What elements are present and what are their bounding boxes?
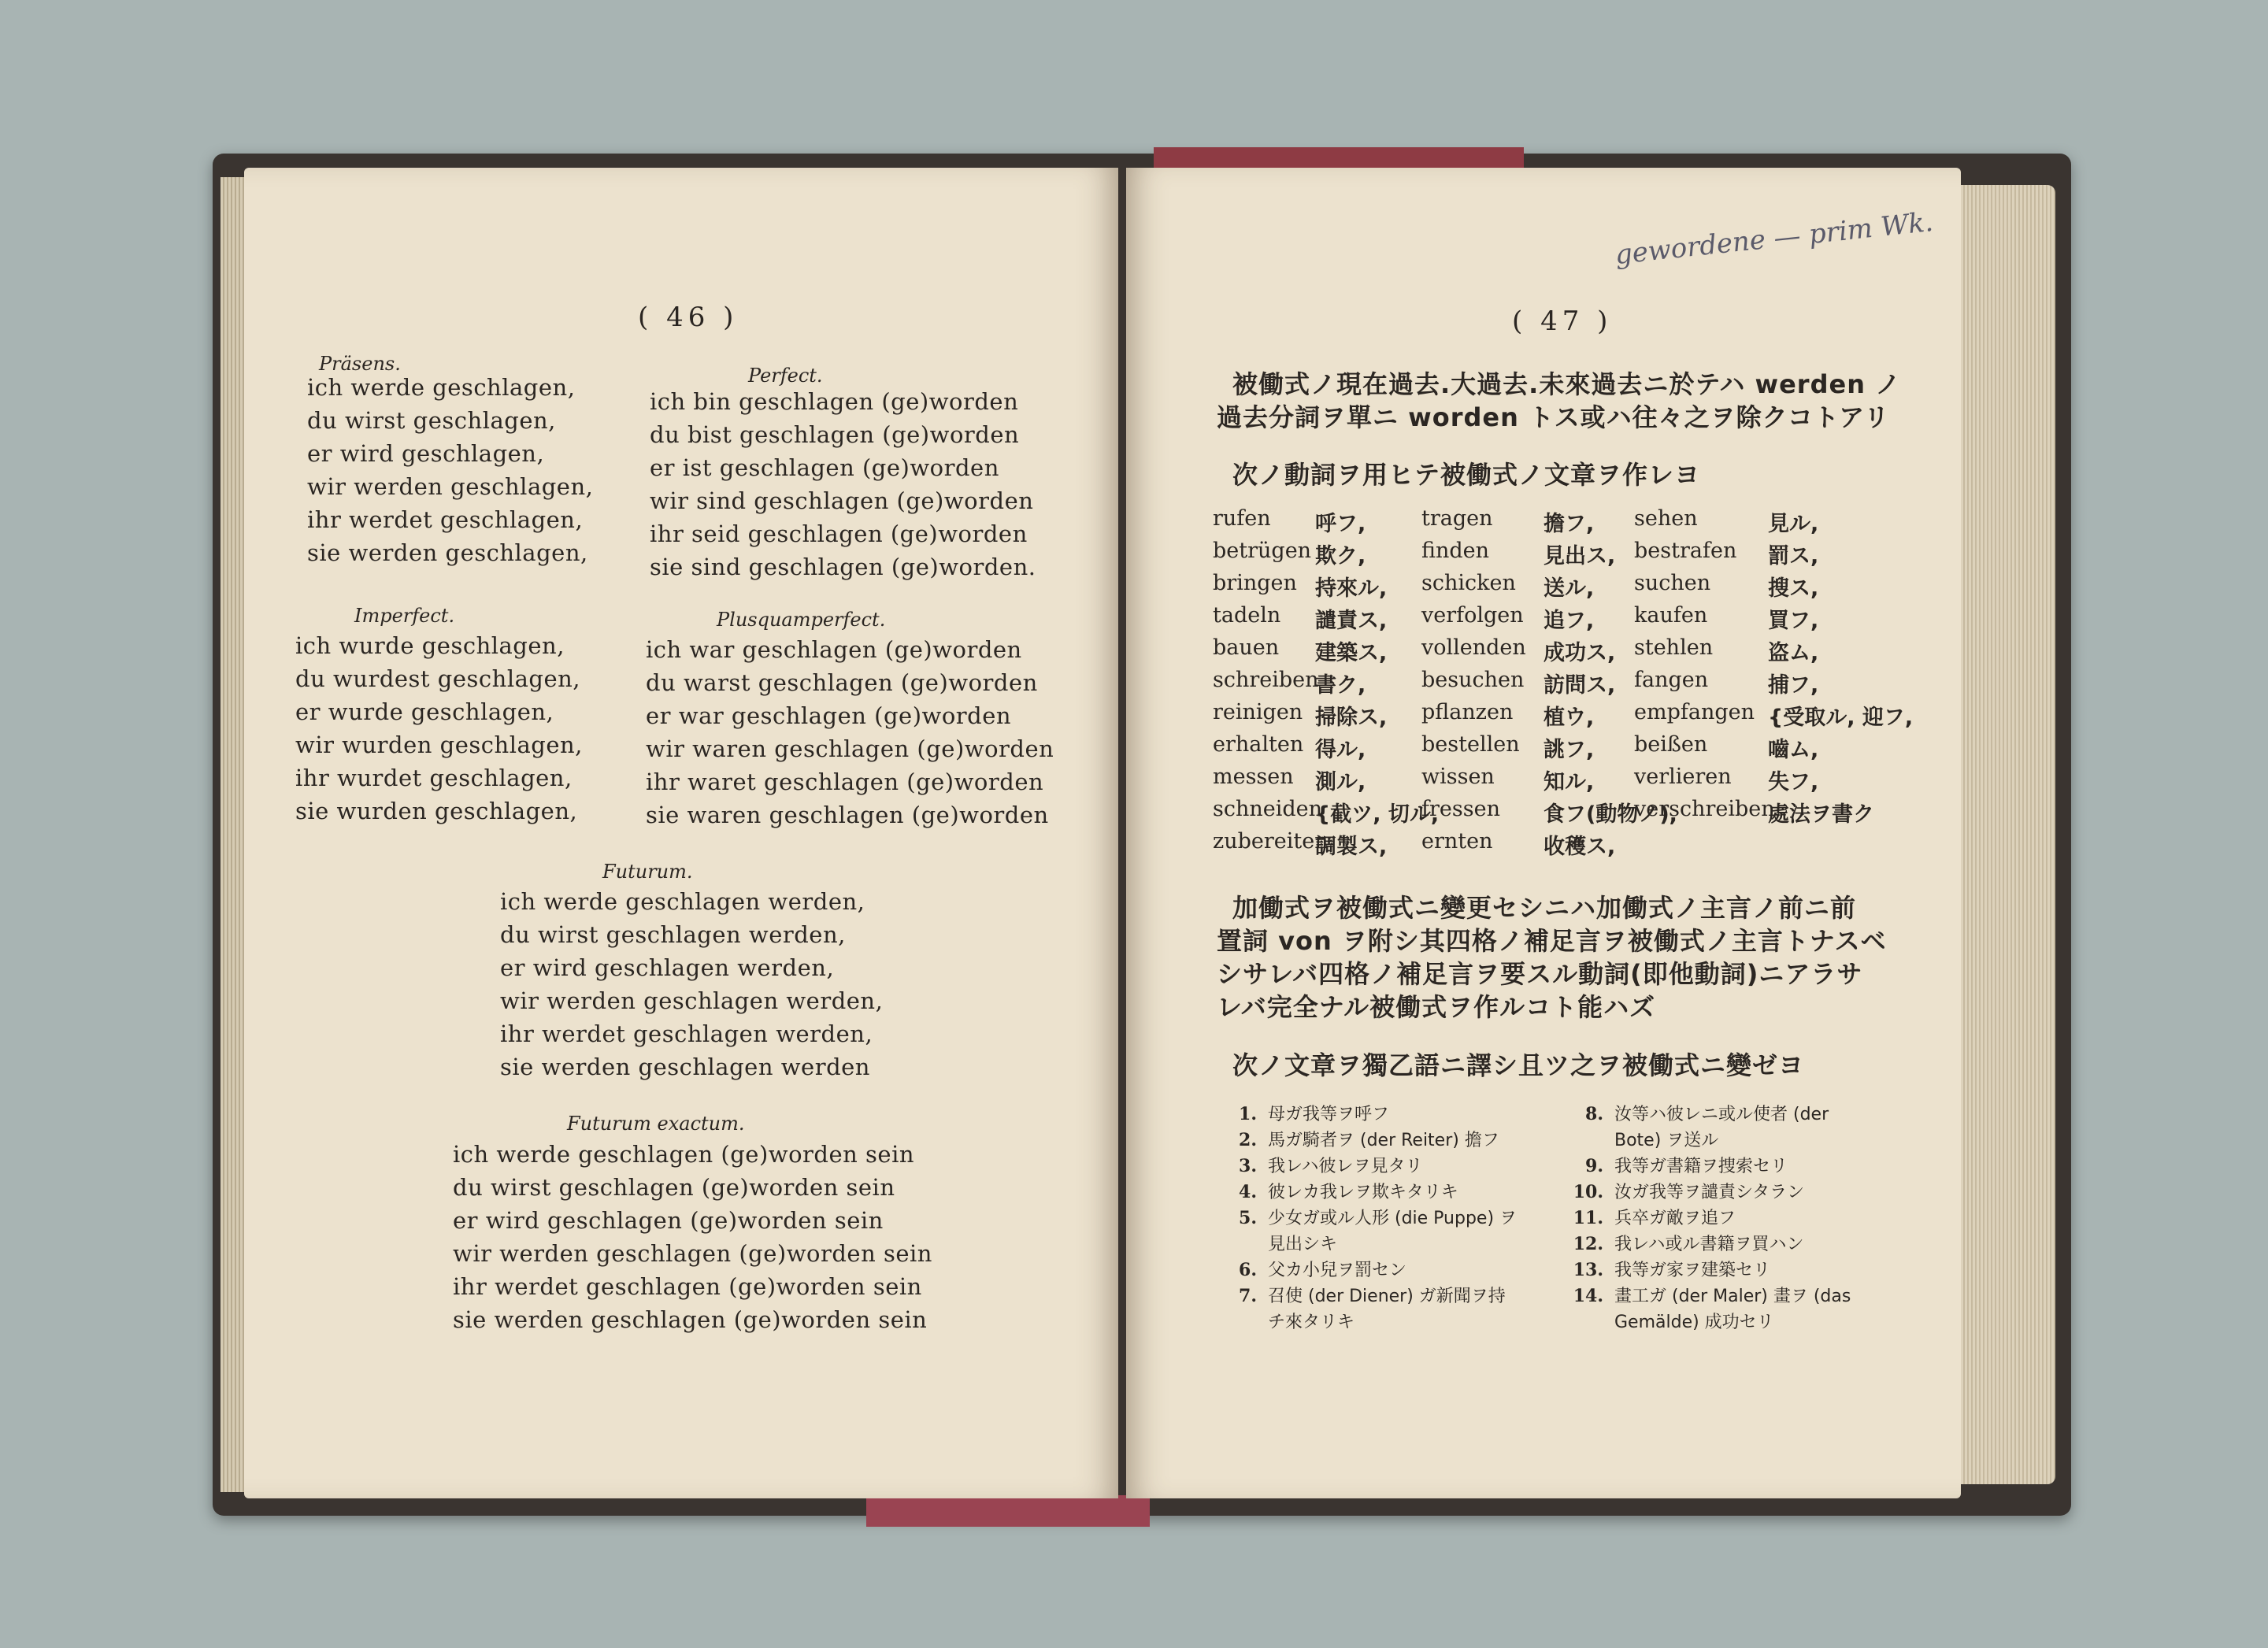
conjugation-row: du wirst geschlagen (ge)worden sein: [453, 1174, 895, 1201]
vocab-german: suchen: [1634, 571, 1711, 595]
sentence-number: 14.: [1573, 1286, 1603, 1306]
sentence-number: 2.: [1239, 1130, 1257, 1150]
vocab-japanese: 測ル,: [1315, 770, 1366, 794]
note-line: シサレバ四格ノ補足言ヲ要スル動詞(即他動詞)ニアラサ: [1217, 959, 1863, 989]
conjugation-row: sie werden geschlagen,: [307, 539, 588, 566]
right-page: [1126, 168, 1961, 1498]
sentence-item: [1567, 1309, 1774, 1333]
section-title-perfect: Perfect.: [748, 365, 823, 387]
conjugation-row: du wirst geschlagen werden,: [500, 921, 846, 948]
vocab-japanese: 食フ(動物ノ),: [1544, 802, 1677, 827]
sentence-text: 見出シキ: [1268, 1235, 1338, 1254]
vocab-japanese: 呼フ,: [1315, 512, 1366, 536]
sentence-number: 13.: [1573, 1260, 1603, 1280]
sentence-item: [1221, 1205, 1517, 1229]
conjugation-row: sie werden geschlagen (ge)worden sein: [453, 1306, 928, 1333]
vocab-japanese: 捕フ,: [1768, 673, 1819, 698]
vocab-japanese: 擔フ,: [1544, 512, 1595, 536]
sentence-text: 父カ小兒ヲ罰セン: [1268, 1261, 1407, 1280]
vocab-japanese: 書ク,: [1315, 673, 1366, 698]
conjugation-row: er ist geschlagen (ge)worden: [650, 454, 999, 481]
vocab-japanese: 處法ヲ書ク: [1768, 802, 1874, 827]
sentence-item: [1567, 1205, 1736, 1229]
section-title-futurum: Futurum.: [602, 861, 693, 883]
vocab-german: rufen: [1213, 506, 1271, 531]
sentence-text: 汝等ハ彼レニ或ル使者 (der: [1614, 1105, 1829, 1124]
sentence-text: 兵卒ガ敵ヲ追フ: [1614, 1209, 1736, 1228]
vocab-japanese: 追フ,: [1544, 609, 1595, 633]
sentence-number: 12.: [1573, 1234, 1603, 1254]
vocab-german: tadeln: [1213, 603, 1281, 628]
sentence-item: [1567, 1101, 1829, 1125]
sentence-text: 彼レカ我レヲ欺キタリキ: [1268, 1183, 1458, 1202]
sentence-text: 汝ガ我等ヲ譴責シタラン: [1614, 1183, 1805, 1202]
vocab-japanese: 嚙ム,: [1768, 738, 1819, 762]
vocab-japanese: 調製ス,: [1315, 835, 1388, 859]
vocab-german: bringen: [1213, 571, 1297, 595]
sentence-item: [1221, 1283, 1506, 1307]
sentence-item: [1221, 1101, 1389, 1125]
conjugation-row: du wurdest geschlagen,: [295, 665, 581, 692]
sentence-number: 3.: [1239, 1156, 1257, 1176]
conjugation-row: wir werden geschlagen,: [307, 473, 594, 500]
exercise-heading: 次ノ動詞ヲ用ヒテ被働式ノ文章ヲ作レヨ: [1232, 460, 1701, 490]
vocab-japanese: 譴責ス,: [1315, 609, 1388, 633]
page-number: ( 47 ): [1512, 306, 1613, 337]
sentence-text: 畫工ガ (der Maler) 畫ヲ (das: [1614, 1287, 1851, 1306]
note-line: 置詞 von ヲ附シ其四格ノ補足言ヲ被働式ノ主言トナスベ: [1217, 926, 1887, 956]
vocab-german: stehlen: [1634, 635, 1714, 660]
conjugation-row: wir werden geschlagen (ge)worden sein: [453, 1240, 932, 1267]
conjugation-row: sie werden geschlagen werden: [500, 1054, 870, 1080]
vocab-german: bauen: [1213, 635, 1280, 660]
conjugation-row: ihr seid geschlagen (ge)worden: [650, 520, 1028, 547]
conjugation-row: wir sind geschlagen (ge)worden: [650, 487, 1034, 514]
sentence-text: 馬ガ騎者ヲ (der Reiter) 擔フ: [1268, 1131, 1499, 1150]
conjugation-row: wir wurden geschlagen,: [295, 731, 583, 758]
conjugation-row: ich werde geschlagen (ge)worden sein: [453, 1141, 915, 1168]
sentence-text: 召使 (der Diener) ガ新聞ヲ持: [1268, 1287, 1506, 1306]
book: [213, 154, 2071, 1516]
sentence-number: 1.: [1239, 1104, 1257, 1124]
conjugation-row: ich werde geschlagen,: [307, 374, 576, 401]
conjugation-row: ich werde geschlagen werden,: [500, 888, 865, 915]
vocab-german: vollenden: [1421, 635, 1526, 660]
vocab-german: bestellen: [1421, 732, 1520, 757]
vocab-japanese: 見出ス,: [1544, 544, 1616, 568]
sentence-text: 母ガ我等ヲ呼フ: [1268, 1105, 1390, 1124]
sentence-text: 我等ガ書籍ヲ捜索セリ: [1614, 1157, 1788, 1176]
vocab-german: pflanzen: [1421, 700, 1514, 724]
sentence-item: [1567, 1179, 1804, 1203]
intro-line: 被働式ノ現在過去.大過去.未來過去ニ於テハ werden ノ: [1232, 369, 1902, 399]
sentence-text: 我レハ彼レヲ見タリ: [1268, 1157, 1423, 1176]
vocab-japanese: 得ル,: [1315, 738, 1366, 762]
vocab-german: fangen: [1634, 668, 1709, 692]
page-number: ( 46 ): [638, 302, 739, 333]
vocab-german: erhalten: [1213, 732, 1304, 757]
sentence-item: [1567, 1283, 1851, 1307]
conjugation-row: ich wurde geschlagen,: [295, 632, 565, 659]
vocab-german: finden: [1421, 539, 1490, 563]
conjugation-row: wir werden geschlagen werden,: [500, 987, 884, 1014]
vocab-german: zubereiten: [1213, 829, 1329, 854]
vocab-german: verlieren: [1634, 765, 1732, 789]
vocab-german: reinigen: [1213, 700, 1303, 724]
vocab-japanese: 收穫ス,: [1544, 835, 1616, 859]
translate-heading: 次ノ文章ヲ獨乙語ニ譯シ且ツ之ヲ被働式ニ變ゼヨ: [1232, 1050, 1805, 1080]
vocab-japanese: 搜ス,: [1768, 576, 1819, 601]
vocab-japanese: 訪問ス,: [1544, 673, 1616, 698]
sentence-item: [1567, 1231, 1803, 1255]
conjugation-row: ihr waret geschlagen (ge)worden: [646, 768, 1044, 795]
vocab-japanese: 植ウ,: [1544, 705, 1595, 730]
right-page-stack: [1961, 185, 2055, 1484]
section-title-plusquamperfect: Plusquamperfect.: [717, 609, 886, 631]
sentence-number: 9.: [1585, 1156, 1603, 1176]
conjugation-row: ihr wurdet geschlagen,: [295, 765, 573, 791]
vocab-japanese: 送ル,: [1544, 576, 1595, 601]
sentence-item: [1221, 1179, 1458, 1203]
sentence-text: 我等ガ家ヲ建築セリ: [1614, 1261, 1771, 1280]
vocab-german: sehen: [1634, 506, 1698, 531]
vocab-japanese: {受取ル, 迎フ,: [1768, 705, 1914, 730]
sentence-item: [1221, 1309, 1354, 1333]
conjugation-row: sie sind geschlagen (ge)worden.: [650, 554, 1036, 580]
sentence-number: 8.: [1585, 1104, 1603, 1124]
sentence-number: 11.: [1573, 1208, 1603, 1228]
vocab-german: wissen: [1421, 765, 1495, 789]
conjugation-row: er wurde geschlagen,: [295, 698, 554, 725]
conjugation-row: du wirst geschlagen,: [307, 407, 556, 434]
vocab-german: kaufen: [1634, 603, 1708, 628]
vocab-german: schicken: [1421, 571, 1516, 595]
vocab-german: verschreiben: [1634, 797, 1775, 821]
vocab-german: fressen: [1421, 797, 1500, 821]
sentence-item: [1221, 1231, 1337, 1255]
sentence-item: [1221, 1127, 1499, 1151]
sentence-number: 4.: [1239, 1182, 1257, 1202]
conjugation-row: sie waren geschlagen (ge)worden: [646, 802, 1049, 828]
conjugation-row: du bist geschlagen (ge)worden: [650, 421, 1020, 448]
sentence-text: チ來タリキ: [1268, 1313, 1355, 1332]
vocab-german: empfangen: [1634, 700, 1755, 724]
vocab-japanese: 失フ,: [1768, 770, 1819, 794]
note-line: 加働式ヲ被働式ニ變更セシニハ加働式ノ主言ノ前ニ前: [1232, 893, 1857, 923]
conjugation-row: er wird geschlagen,: [307, 440, 545, 467]
sentence-item: [1221, 1153, 1422, 1177]
vocab-japanese: 成功ス,: [1544, 641, 1616, 665]
vocab-japanese: 誂フ,: [1544, 738, 1595, 762]
conjugation-row: ihr werdet geschlagen (ge)worden sein: [453, 1273, 922, 1300]
section-title-praesens: Präsens.: [319, 353, 401, 375]
left-page: [244, 168, 1118, 1498]
vocab-japanese: 知ル,: [1544, 770, 1595, 794]
note-line: レバ完全ナル被働式ヲ作ルコト能ハズ: [1217, 992, 1656, 1022]
spine-cloth-bottom: [866, 1495, 1150, 1527]
vocab-japanese: 買フ,: [1768, 609, 1819, 633]
conjugation-row: er war geschlagen (ge)worden: [646, 702, 1012, 729]
handwritten-note: gewordene — prim Wk.: [1614, 206, 1935, 272]
conjugation-row: ich bin geschlagen (ge)worden: [650, 388, 1019, 415]
sentence-text: 我レハ或ル書籍ヲ買ハン: [1614, 1235, 1804, 1254]
conjugation-row: er wird geschlagen (ge)worden sein: [453, 1207, 884, 1234]
sentence-item: [1567, 1127, 1718, 1151]
vocab-german: verfolgen: [1421, 603, 1524, 628]
vocab-german: schreiben: [1213, 668, 1319, 692]
vocab-japanese: 持來ル,: [1315, 576, 1388, 601]
vocab-german: messen: [1213, 765, 1294, 789]
section-title-imperfect: Imperfect.: [354, 605, 455, 627]
sentence-number: 6.: [1239, 1260, 1257, 1280]
conjugation-row: wir waren geschlagen (ge)worden: [646, 735, 1054, 762]
vocab-japanese: 掃除ス,: [1315, 705, 1388, 730]
conjugation-row: du warst geschlagen (ge)worden: [646, 669, 1038, 696]
vocab-japanese: 見ル,: [1768, 512, 1819, 536]
sentence-item: [1221, 1257, 1406, 1281]
sentence-item: [1567, 1257, 1770, 1281]
conjugation-row: ihr werdet geschlagen,: [307, 506, 584, 533]
vocab-german: ernten: [1421, 829, 1493, 854]
sentence-text: Bote) ヲ送ル: [1614, 1131, 1719, 1150]
sentence-item: [1567, 1153, 1788, 1177]
conjugation-row: sie wurden geschlagen,: [295, 798, 578, 824]
intro-line: 過去分詞ヲ單ニ worden トス或ハ往々之ヲ除クコトアリ: [1217, 402, 1890, 432]
sentence-text: Gemälde) 成功セリ: [1614, 1313, 1774, 1332]
section-title-futurum-exactum: Futurum exactum.: [567, 1113, 745, 1135]
vocab-german: bestrafen: [1634, 539, 1737, 563]
vocab-japanese: 盗ム,: [1768, 641, 1819, 665]
vocab-japanese: 欺ク,: [1315, 544, 1366, 568]
vocab-german: beißen: [1634, 732, 1708, 757]
sentence-number: 10.: [1573, 1182, 1603, 1202]
sentence-number: 5.: [1239, 1208, 1257, 1228]
sentence-number: 7.: [1239, 1286, 1257, 1306]
sentence-text: 少女ガ或ル人形 (die Puppe) ヲ: [1268, 1209, 1518, 1228]
conjugation-row: er wird geschlagen werden,: [500, 954, 835, 981]
vocab-japanese: 建築ス,: [1315, 641, 1388, 665]
vocab-german: tragen: [1421, 506, 1493, 531]
vocab-japanese: {截ツ, 切ル,: [1315, 802, 1440, 827]
vocab-japanese: 罰ス,: [1768, 544, 1819, 568]
conjugation-row: ich war geschlagen (ge)worden: [646, 636, 1022, 663]
vocab-german: schneiden: [1213, 797, 1323, 821]
vocab-german: besuchen: [1421, 668, 1525, 692]
conjugation-row: ihr werdet geschlagen werden,: [500, 1020, 873, 1047]
vocab-german: betrügen: [1213, 539, 1312, 563]
